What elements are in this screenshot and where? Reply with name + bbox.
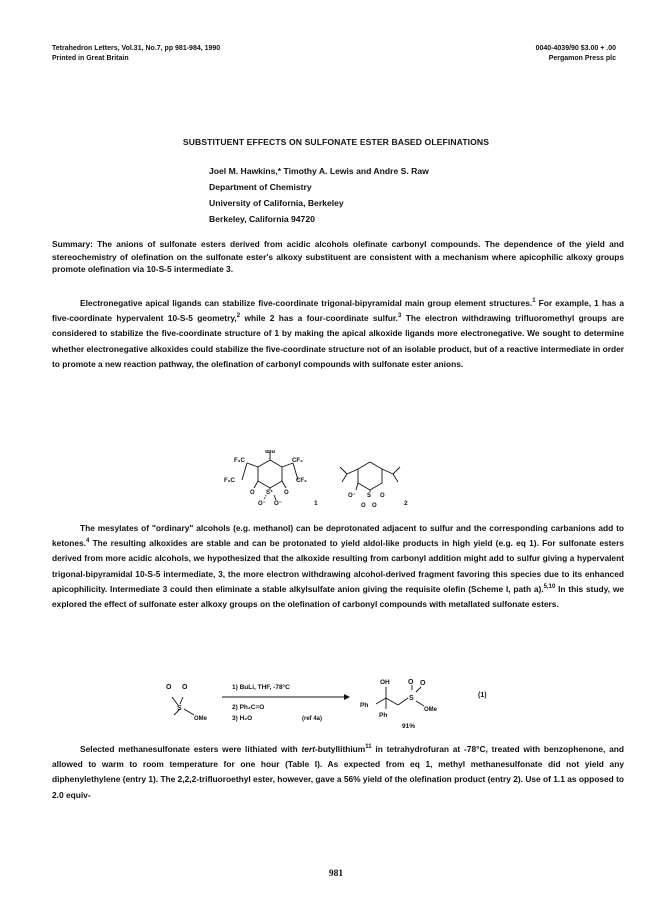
article-code: 0040-4039/90 $3.00 + .00 — [535, 45, 616, 52]
body-paragraph-2 — [52, 521, 624, 612]
o-left-1: O — [250, 490, 255, 496]
product-s: S — [409, 695, 414, 702]
reactant-ome: OMe — [194, 716, 208, 722]
reference-3: 3 — [398, 313, 402, 320]
page-number: 981 — [328, 869, 344, 879]
publisher-name: Pergamon Press plc — [548, 54, 616, 62]
reference-11: 11 — [365, 744, 372, 751]
cf3-left-label: F₃C — [234, 458, 245, 464]
f3c-lower-label: F₃C — [224, 478, 235, 484]
body-paragraph-1 — [52, 296, 624, 372]
o-right-1: O — [284, 490, 289, 496]
reference-4: 4 — [85, 538, 90, 545]
journal-header — [52, 44, 220, 63]
reference-1: 1 — [532, 298, 536, 305]
compound-label-2: 2 — [404, 500, 408, 507]
step-2-label: 2) Ph₂C=O — [232, 704, 265, 711]
o-minus-1a: O⁻ — [258, 501, 266, 507]
para1-text-b: For example, 1 has a five-coordinate hypervalent 10-S-5 geometry, — [52, 298, 624, 324]
compound-label-1: 1 — [314, 500, 318, 507]
para2-text-c: In this study, we explored the effect of sulfonate ester alkoxy groups on the olefination of carbonyl compounds with metallated sulfonate esters. — [52, 583, 624, 610]
s-2: S — [367, 493, 372, 499]
body-paragraph-3 — [52, 742, 624, 803]
step-3-label: 3) H₂O — [232, 715, 253, 722]
product-ph-2: Ph — [379, 712, 388, 719]
molecule-2 — [340, 462, 400, 492]
para2-text-b: The resulting alkoxides are stable and can be protonated to yield aldol-like products in high yield (e.g. eq 1). For sulfonate esters derived from more acidic alcohols, we hypothesized that the alkoxide resulting from carbonyl addition might add to sulfur giving a hypervalent trigonal-bipyramidal 10-S-5 intermediate, 3, the more electron withdrawing alcohol-derived fragment favoring this species due to its enhanced apicophilicity. Intermediate 3 could then eliminate a stable alkylsulfate anion giving the requisite olefin (Scheme I, path a). — [52, 538, 624, 594]
reactant-o-2: O — [182, 684, 188, 691]
product-oh: OH — [380, 679, 390, 686]
printed-location: Printed in Great Britain — [52, 54, 129, 62]
para3-tert: tert — [301, 744, 315, 754]
o-minus-2: O⁻ — [348, 493, 356, 499]
yield-label: 91% — [402, 723, 416, 730]
cf3-lower-label: CF₃ — [296, 478, 307, 484]
para1-text-c: while 2 has a four-coordinate sulfur. — [240, 313, 399, 324]
equation-number: (1) — [478, 692, 487, 699]
para3-text-b: -butyllithium — [315, 744, 366, 754]
step-1-label: 1) BuLi, THF, -78°C — [232, 684, 290, 691]
product-ph-1: Ph — [360, 702, 369, 709]
para3-text-a: Selected methanesulfonate esters were lithiated with — [80, 744, 302, 754]
cf3-right-label: CF₃ — [292, 458, 303, 464]
para1-text-a: Electronegative apical ligands can stabilize five-coordinate trigonal-bipyramidal main group element structures. — [80, 298, 533, 308]
s-plus-1: S⁺ — [266, 490, 274, 496]
o-lower-2b: O — [372, 503, 377, 509]
author-city: Berkeley, California 94720 — [209, 214, 315, 224]
product-structure — [376, 685, 424, 709]
author-block — [209, 163, 429, 227]
product-o-2: O — [420, 680, 426, 687]
para3-text-c: in tetrahydrofuran at -78°C, treated with benzophenone, and allowed to warm to room temperature for one hour (Table I). As expected from eq 1, methyl methanesulfonate did not yield any diphenylethylene (entry 1). The 2,2,2-trifluoroethyl ester, however, gave a 56% yield of the olefination product (entry 2). Use of 1.1 as opposed to 2.0 equiv- — [52, 744, 624, 800]
o-lower-2a: O — [361, 503, 366, 509]
reaction-scheme-eq-1 — [150, 673, 530, 733]
reactant-o-1: O — [166, 684, 172, 691]
reference-2: 2 — [236, 313, 241, 320]
author-department: Department of Chemistry — [209, 182, 312, 192]
o-right-2: O — [380, 493, 385, 499]
summary-text: Summary: The anions of sulfonate esters derived from acidic alcohols olefinate carbonyl compounds. The dependence of the yield and stereochemistry of olefination on the sulfonate ester's alkoxy substituent are consistent with a mechanism where apicophilic alkoxy groups promote olefination via 10-S-5 intermediate 3. — [52, 239, 624, 275]
summary-paragraph — [52, 238, 624, 276]
product-ome: OMe — [424, 707, 438, 713]
reactant-mesylate — [172, 697, 194, 715]
reference-5-10: 5,10 — [543, 584, 556, 591]
article-title: SUBSTITUENT EFFECTS ON SULFONATE ESTER BASED OLEFINATIONS — [182, 137, 490, 147]
reactant-s: S — [177, 705, 182, 712]
publisher-header — [536, 44, 616, 63]
reference-4a: (ref 4a) — [302, 716, 323, 722]
para2-text-a: The mesylates of "ordinary" alcohols (e.g. methanol) can be deprotonated adjacent to sulfur and the corresponding carbanions add to ketones. — [52, 523, 624, 549]
author-names: Joel M. Hawkins,* Timothy A. Lewis and Andre S. Raw — [209, 166, 429, 176]
tbu-label: tBu — [265, 450, 275, 455]
journal-citation: Tetrahedron Letters, Vol.31, No.7, pp 981-984, 1990 — [52, 45, 221, 52]
o-minus-1b: O⁻ — [274, 501, 282, 507]
structure-figure-1-2 — [220, 450, 440, 512]
product-o-1: O — [408, 679, 414, 686]
author-university: University of California, Berkeley — [209, 198, 344, 208]
para1-text-d: The electron withdrawing trifluoromethyl groups are considered to stabilize the five-coordinate structure of 1 by making the apical alkoxide ligands more electronegative. We sought to determine whether electronegative alkoxides could stabilize the five-coordinate structure not of an isolable product, but of a reactive intermediate in order to promote a new reaction pathway, the olefination of carbonyl compounds with sulfonate ester anions. — [52, 313, 624, 369]
